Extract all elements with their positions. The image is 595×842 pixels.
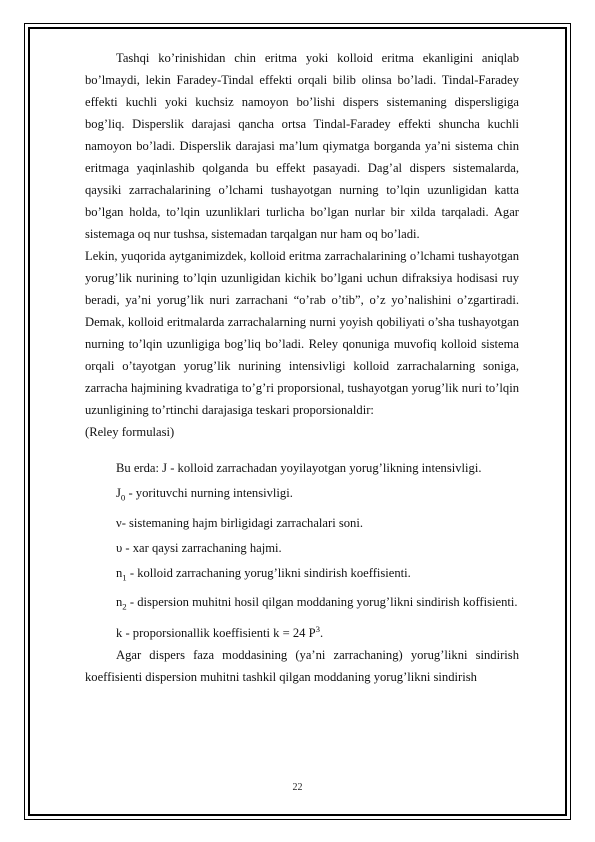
definition-k-end: .	[320, 625, 324, 640]
definition-k	[85, 618, 519, 644]
subscript-2: 2	[122, 601, 127, 612]
definition-j0	[85, 482, 519, 509]
definition-j: Bu erda: J - kolloid zarrachadan yoyilayotgan yorug’likning intensivligi.	[116, 461, 482, 475]
definition-v: υ - xar qaysi zarrachaning hajmi.	[116, 540, 282, 555]
symbol-n1: n	[116, 565, 123, 580]
definition-n2	[85, 591, 519, 618]
definition-n2-text: - dispersion muhitni hosil qilgan moddaning yorug’likni sindirish koffisienti.	[126, 595, 518, 610]
superscript-3: 3	[315, 623, 321, 634]
symbol-j: J	[116, 486, 121, 500]
definition-n1	[85, 562, 519, 589]
formula-caption: (Reley formulasi)	[85, 425, 175, 439]
definition-n1-text: - kolloid zarrachaning yorug’likni sindirish koeffisienti.	[126, 565, 411, 580]
symbol-n2: n	[116, 595, 123, 610]
paragraph-rayleigh-law: Lekin, yuqorida aytganimizdek, kolloid eritma zarrachalarining o’lchami tushayotgan yorug’lik nurining to’lqin uzunligidan kichik bo’lgani uchun difraksiya hodisasi ruy beradi, ya’ni yorug’lik nuri zarrachani “o’rab o’tib”, o’z yo’nalishini o’zgartiradi. Demak, kolloid eritmalarda zarrachalarning nurni yoyish qobiliyati o’sha tushayotgan nurning to’lqin uzunligiga bog’liq bo’ladi. Reley qonuniga muvofiq kolloid sistema orqali o’tayotgan yorug’lik nurining intensivligi kolloid zarrachalarning soniga, zarracha hajmining kvadratiga to’g’ri proporsional, tushayotgan yorug’lik nuri to’lqin uzunligining to’rtinchi darajasiga teskari proporsionaldir:	[85, 249, 519, 417]
definition-nu: ν- sistemaning hajm birligidagi zarrachalari soni.	[116, 515, 363, 530]
subscript-0: 0	[120, 492, 126, 503]
page-number: 22	[292, 782, 303, 793]
paragraph-tyndall-effect: Tashqi ko’rinishidan chin eritma yoki kolloid eritma ekanligini aniqlab bo’lmaydi, lekin Faradey-Tindal effekti orqali bilib olinsa bo’ladi. Tindal-Faradey effekti kuchli yoki kuchsiz namoyon bo’lishi dispers sistemaning dispersligiga bog’liq. Disperslik darajasi qancha ortsa Tindal-Faradey effekti shuncha kuchli namoyon bo’ladi. Disperslik darajasi ma’lum qiymatga borganda ya’ni sistema chin eritmaga yaqinlashib qolganda bu effekt pasayadi. Dag’al dispers sistemalarda, qaysiki zarrachalarining o’lchami tushayotgan nurning to’lqin uzunligidan katta bo’lgan holda, to’lqin uzunliklari turlicha bo’lgan nurlar bir xilda tarqaladi. Agar sistemaga oq nur tushsa, sistemadan tarqalgan nur ham oq bo’ladi.	[85, 51, 519, 241]
document-body	[85, 47, 519, 688]
definition-k-text: k - proporsionallik koeffisienti k = 24 P	[116, 625, 316, 640]
definition-j0-text: - yorituvchi nurning intensivligi.	[125, 486, 293, 500]
subscript-1: 1	[122, 572, 127, 583]
paragraph-refraction: Agar dispers faza moddasining (ya’ni zarrachaning) yorug’likni sindirish koeffisienti dispersion muhitni tashkil qilgan moddaning yorug’likni sindirish	[85, 647, 519, 684]
